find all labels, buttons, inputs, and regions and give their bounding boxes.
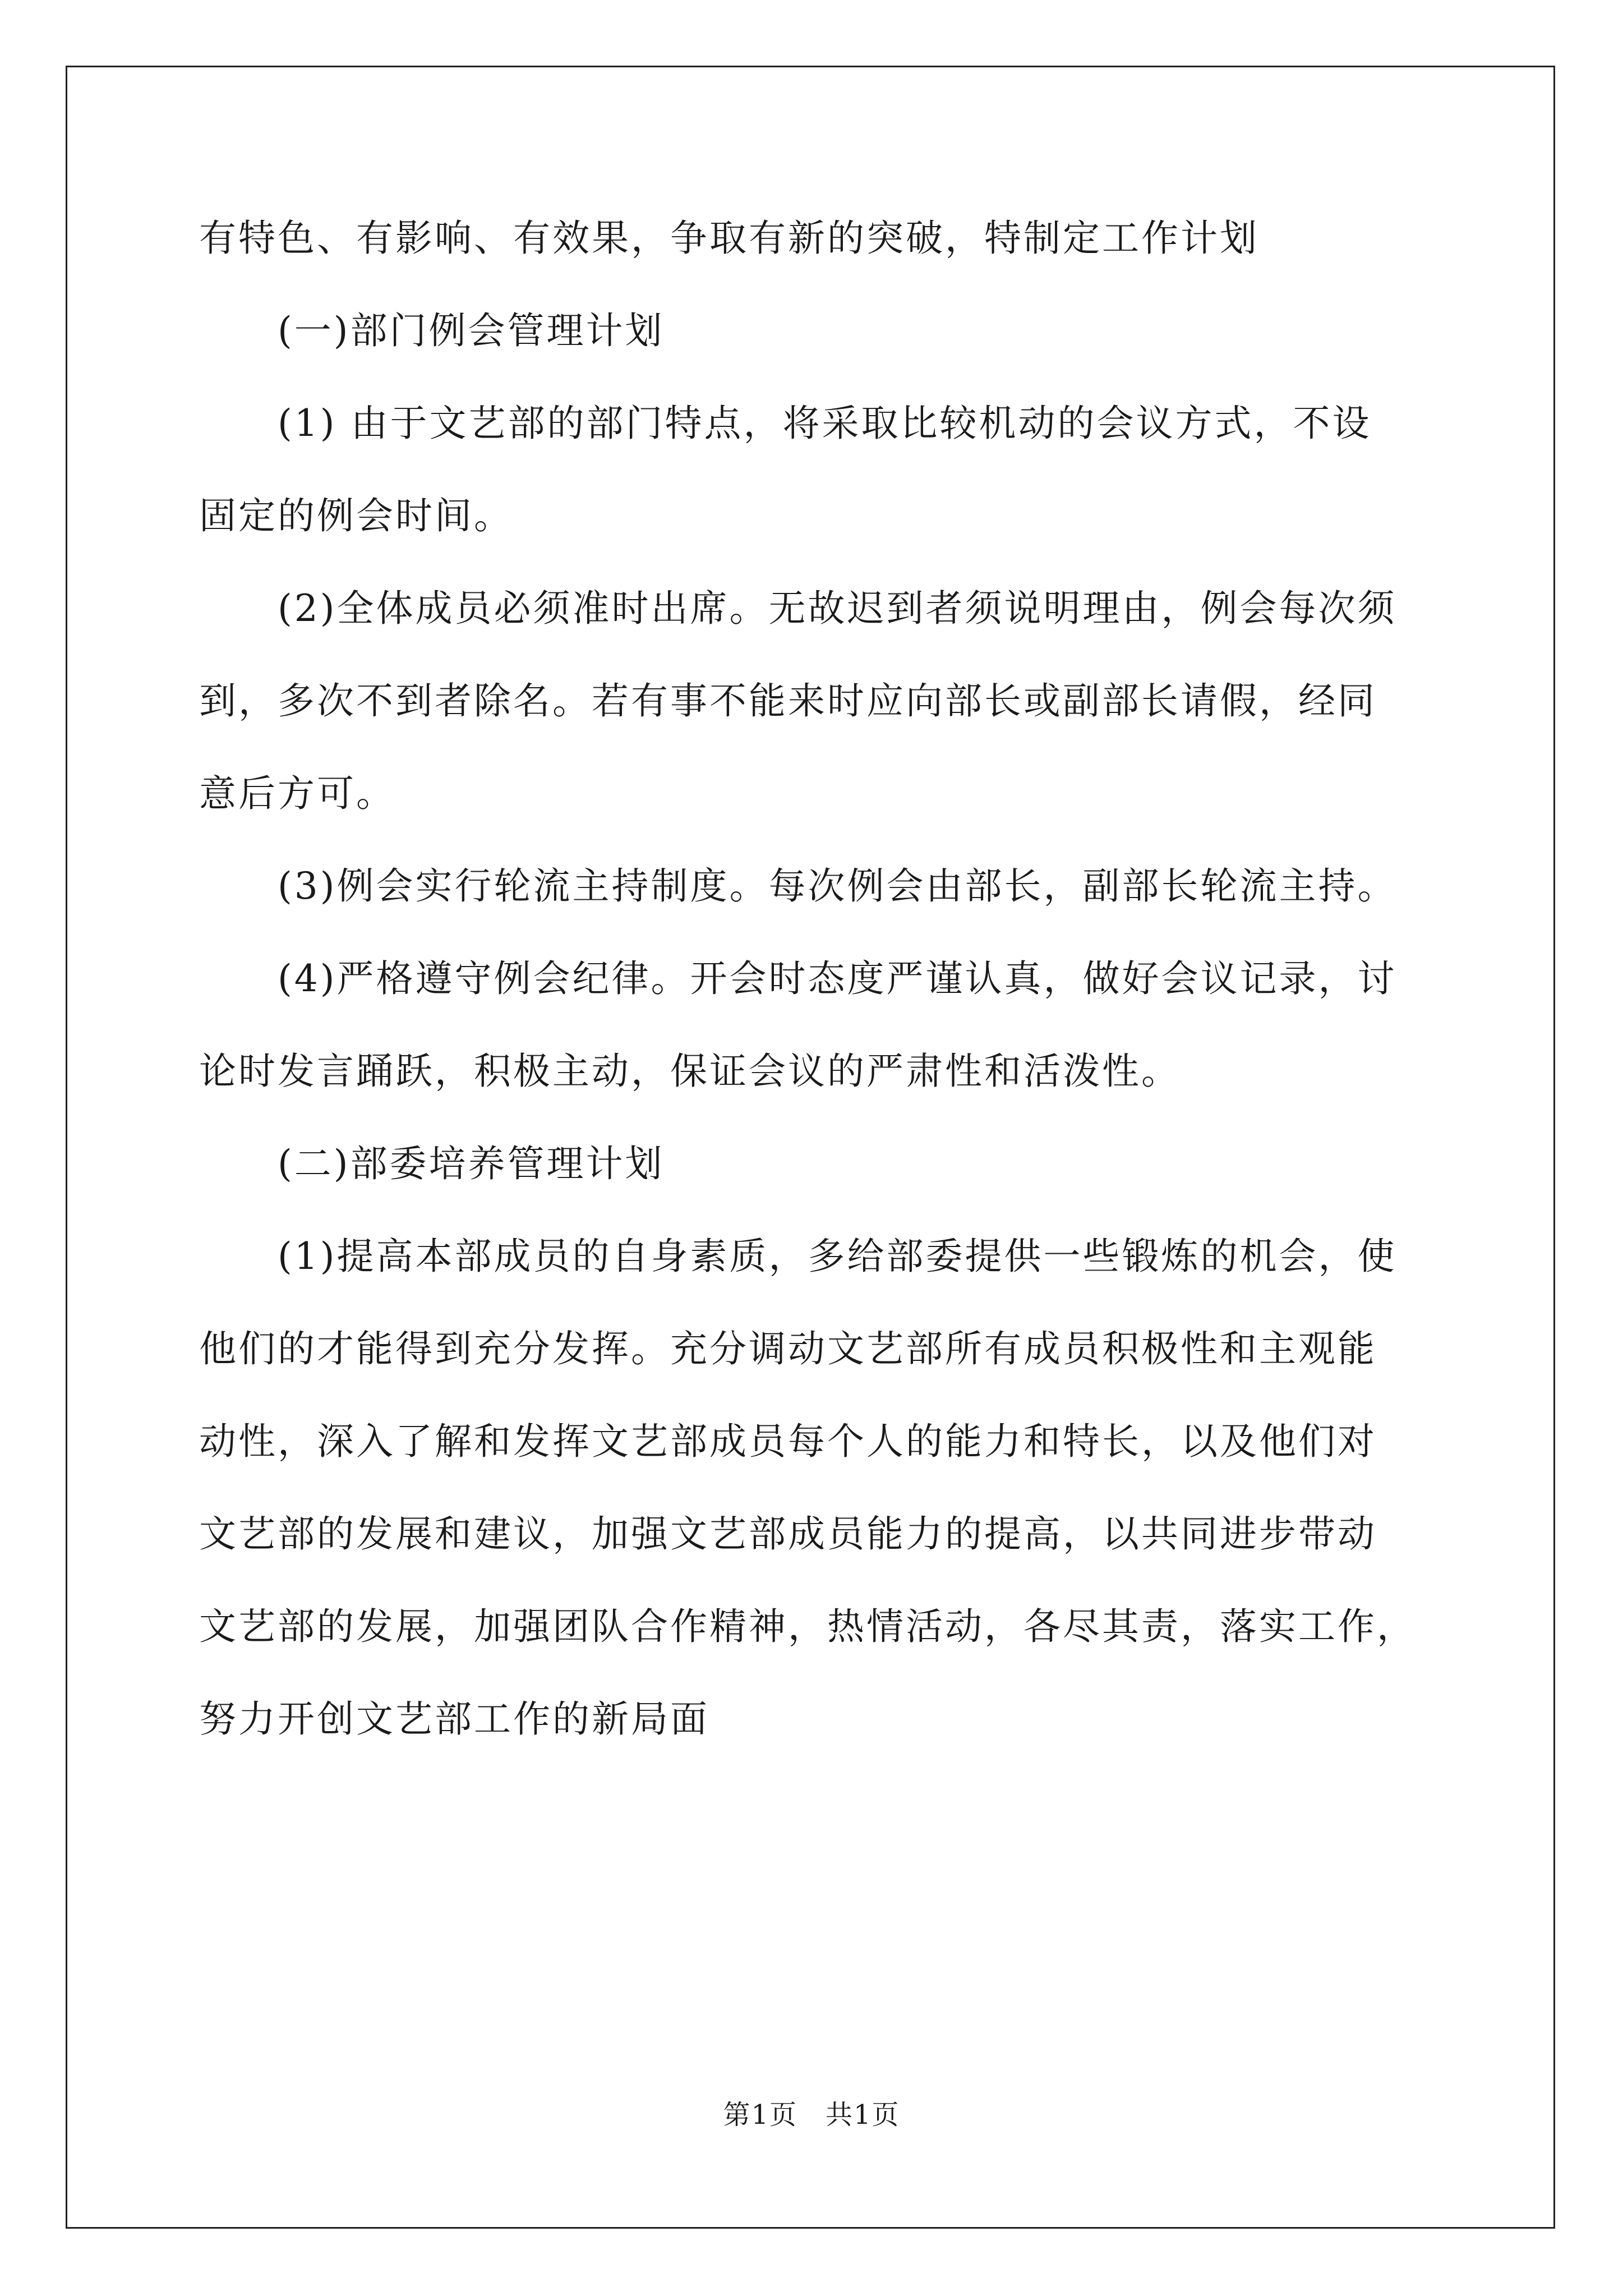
text-line: 动性，深入了解和发挥文艺部成员每个人的能力和特长，以及他们对 <box>199 1420 1377 1463</box>
section-heading: (一)部门例会管理计划 <box>278 309 665 352</box>
text-line: (3)例会实行轮流主持制度。每次例会由部长，副部长轮流主持。 <box>278 864 1397 908</box>
text-line: (4)严格遵守例会纪律。开会时态度严谨认真，做好会议记录，讨 <box>278 957 1397 1000</box>
text-line: (1)提高本部成员的自身素质，多给部委提供一些锻炼的机会，使 <box>278 1235 1397 1278</box>
text-line: 意后方可。 <box>199 772 395 815</box>
text-line: 固定的例会时间。 <box>199 494 513 537</box>
text-line: 努力开创文艺部工作的新局面 <box>199 1697 709 1741</box>
text-line: 他们的才能得到充分发挥。充分调动文艺部所有成员积极性和主观能 <box>199 1327 1377 1370</box>
text-line: (1) 由于文艺部的部门特点，将采取比较机动的会议方式，不设 <box>278 402 1372 445</box>
page-number-footer: 第1页 共1页 <box>723 2099 900 2131</box>
text-line: 有特色、有影响、有效果，争取有新的突破，特制定工作计划 <box>199 217 1259 260</box>
text-line: 文艺部的发展，加强团队合作精神，热情活动，各尽其责，落实工作， <box>199 1605 1416 1648</box>
text-line: (2)全体成员必须准时出席。无故迟到者须说明理由，例会每次须 <box>278 587 1397 630</box>
document-body <box>199 213 1433 1787</box>
section-heading: (二)部委培养管理计划 <box>278 1142 665 1185</box>
text-line: 论时发言踊跃，积极主动，保证会议的严肃性和活泼性。 <box>199 1050 1181 1093</box>
text-line: 到，多次不到者除名。若有事不能来时应向部长或副部长请假，经同 <box>199 679 1377 723</box>
text-line: 文艺部的发展和建议，加强文艺部成员能力的提高，以共同进步带动 <box>199 1512 1377 1556</box>
